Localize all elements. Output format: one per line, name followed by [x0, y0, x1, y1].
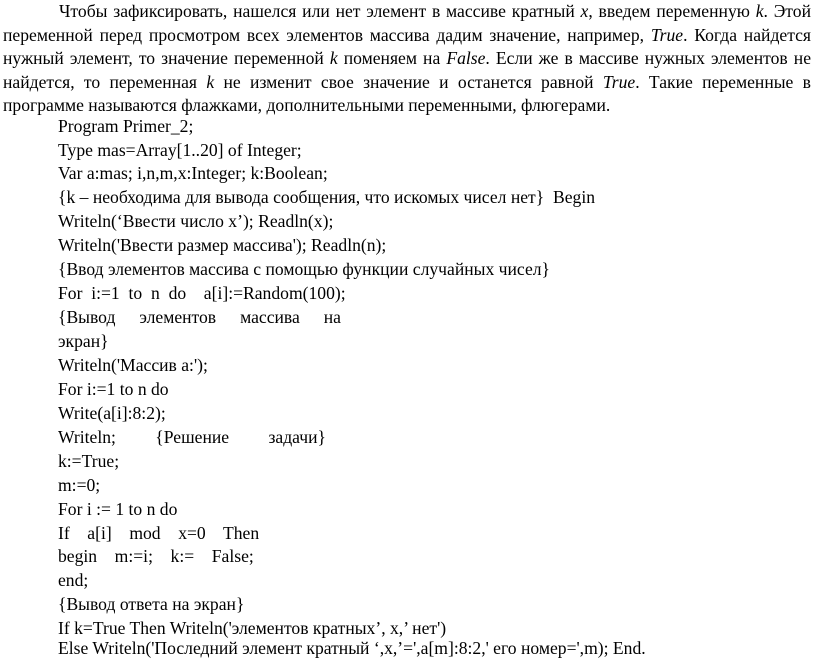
text-run: , введем переменную	[588, 1, 756, 21]
code-line: {Вывод ответа на экран}	[58, 594, 245, 614]
italic-run: x	[580, 1, 589, 21]
code-line: k:=True;	[58, 451, 120, 471]
code-word: Writeln;	[58, 427, 116, 447]
code-line: Writeln('Ввести размер массива'); Readln(n);	[58, 235, 387, 255]
code-line: For i:=1 to n do	[58, 379, 169, 399]
code-line: экран}	[58, 331, 109, 351]
code-line: If a[i] mod x=0 Then	[58, 523, 260, 543]
intro-paragraph	[3, 0, 811, 118]
code-line: If k=True Then Writeln('элементов кратных’, x,’ нет')	[58, 618, 447, 638]
code-line: {k – необходима для вывода сообщения, что искомых чисел нет} Begin	[58, 187, 596, 207]
italic-run: k	[329, 48, 338, 68]
code-line: m:=0;	[58, 475, 101, 495]
code-word: задачи}	[268, 427, 326, 447]
code-line: Else Writeln('Последний элемент кратный ‘,x,’=',a[m]:8:2,' его номер=',m); End.	[58, 638, 646, 658]
code-line: Write(a[i]:8:2);	[58, 403, 166, 423]
text-run: не изменит свое значение и останется равной	[214, 71, 603, 92]
text-run: поменяем на	[337, 48, 447, 68]
code-line: Var a:mas; i,n,m,x:Integer; k:Boolean;	[58, 163, 328, 183]
text-run: . Если же в массиве нужных элементов не найдется, то переменная	[3, 48, 811, 92]
italic-run: k	[755, 1, 764, 21]
code-word: на	[323, 307, 341, 327]
code-line: Program Primer_2;	[58, 116, 194, 136]
code-word: массива	[240, 307, 300, 327]
italic-run: False	[446, 48, 486, 68]
italic-run: True	[650, 24, 684, 45]
text-run: . Этой переменной перед просмотром всех элементов массива дадим значение, например,	[3, 1, 811, 45]
code-line: Writeln('Массив a:');	[58, 355, 208, 375]
code-line: end;	[58, 570, 89, 590]
code-line: begin m:=i; k:= False;	[58, 546, 254, 566]
code-word: {Вывод	[58, 307, 116, 327]
code-word: {Решение	[155, 427, 230, 447]
text-run: . Когда найдется нужный элемент, то значение переменной	[3, 24, 812, 68]
italic-run: True	[602, 71, 636, 92]
code-line	[58, 306, 341, 328]
text-run: . Такие переменные в программе называются флажками, дополнительными переменными, флюгерами.	[3, 71, 811, 115]
code-line: Writeln(‘Ввести число х’); Readln(x);	[58, 211, 334, 231]
code-word: элементов	[139, 307, 217, 327]
code-line: {Ввод элементов массива с помощью функции случайных чисел}	[58, 259, 550, 279]
code-line: For i:=1 to n do a[i]:=Random(100);	[58, 283, 346, 303]
text-run: Чтобы зафиксировать, нашелся или нет элемент в массиве кратный	[59, 1, 581, 21]
code-line: For i := 1 to n do	[58, 499, 178, 519]
italic-run: k	[206, 71, 215, 92]
code-line: Type mas=Array[1..20] of Integer;	[58, 140, 302, 160]
code-line	[58, 426, 326, 448]
